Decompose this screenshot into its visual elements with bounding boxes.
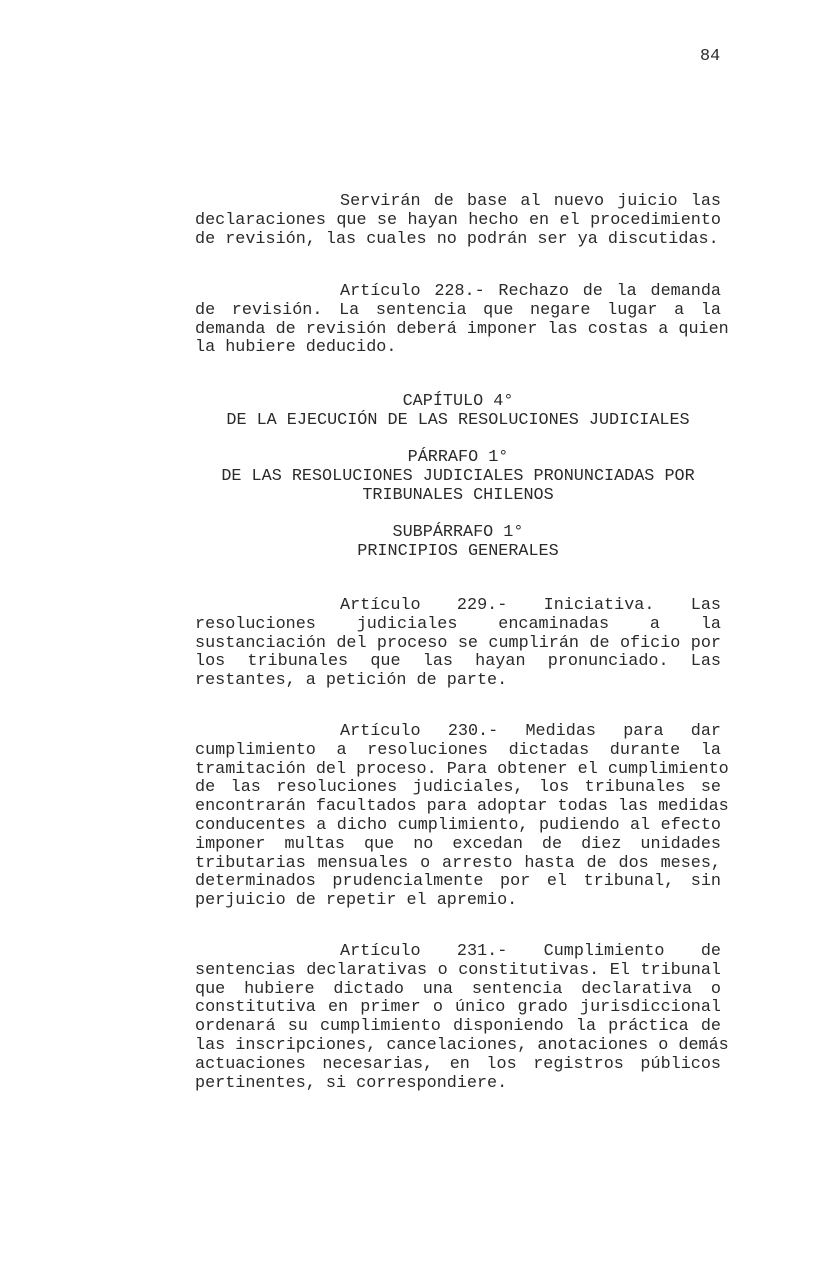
text-line: Servirán de base al nuevo juicio las	[340, 192, 721, 211]
heading-line: PÁRRAFO 1°	[407, 448, 509, 467]
text-line: declaraciones que se hayan hecho en el procedimiento	[195, 210, 721, 230]
heading-line: PRINCIPIOS GENERALES	[357, 541, 559, 561]
text-line: perjuicio de repetir el apremio.	[195, 891, 518, 911]
text-line: Artículo 230.- Medidas para dar	[340, 722, 721, 741]
text-line: determinados prudencialmente por el tribunal, sin	[195, 872, 721, 892]
text-line: los tribunales que las hayan pronunciado. Las	[195, 652, 721, 672]
text-line: pertinentes, si correspondiere.	[195, 1073, 508, 1093]
page-number: 84	[700, 47, 721, 66]
text-line: que hubiere dictado una sentencia declarativa o	[195, 979, 721, 999]
heading-line: DE LAS RESOLUCIONES JUDICIALES PRONUNCIADAS POR	[221, 466, 695, 486]
text-line: demanda de revisión deberá imponer las costas a quien	[195, 319, 729, 339]
text-line: cumplimiento a resoluciones dictadas durante la	[195, 740, 721, 760]
heading-line: SUBPÁRRAFO 1°	[392, 523, 524, 542]
text-line: las inscripciones, cancelaciones, anotaciones o demás	[195, 1035, 729, 1055]
text-line: restantes, a petición de parte.	[195, 671, 508, 691]
text-line: la hubiere deducido.	[195, 338, 397, 358]
heading-line: DE LA EJECUCIÓN DE LAS RESOLUCIONES JUDICIALES	[226, 410, 690, 430]
paragraph-heading	[195, 449, 721, 505]
article-229	[195, 597, 721, 691]
paragraph-revision-basis	[195, 193, 721, 249]
text-line: ordenará su cumplimiento disponiendo la práctica de	[195, 1017, 721, 1037]
text-line: imponer multas que no excedan de diez unidades	[195, 834, 721, 854]
text-line: encontrarán facultados para adoptar todas las medidas	[195, 797, 729, 817]
text-line: de revisión, las cuales no podrán ser ya discutidas.	[195, 229, 719, 249]
article-228	[195, 282, 729, 358]
article-230	[195, 722, 729, 911]
text-line: de las resoluciones judiciales, los tribunales se	[195, 778, 721, 798]
text-line: actuaciones necesarias, en los registros públicos	[195, 1054, 721, 1074]
text-line: resoluciones judiciales encaminadas a la	[195, 614, 721, 634]
article-231	[195, 942, 729, 1093]
heading-line: TRIBUNALES CHILENOS	[362, 485, 554, 505]
text-line: de revisión. La sentencia que negare lugar a la	[195, 300, 721, 320]
text-line: conducentes a dicho cumplimiento, pudiendo al efecto	[195, 815, 721, 835]
chapter-heading	[195, 393, 721, 431]
text-line: tramitación del proceso. Para obtener el cumplimiento	[195, 759, 729, 779]
text-line: constitutiva en primer o único grado jurisdiccional	[195, 998, 721, 1018]
text-line: Artículo 228.- Rechazo de la demanda	[340, 282, 721, 301]
text-line: tributarias mensuales o arresto hasta de dos meses,	[195, 853, 721, 873]
subparagraph-heading	[195, 524, 721, 562]
text-line: Artículo 231.- Cumplimiento de	[340, 942, 721, 961]
text-line: Artículo 229.- Iniciativa. Las	[340, 596, 721, 615]
heading-line: CAPÍTULO 4°	[402, 392, 514, 411]
text-line: sustanciación del proceso se cumplirán de oficio por	[195, 633, 721, 653]
text-line: sentencias declarativas o constitutivas. El tribunal	[195, 960, 721, 980]
